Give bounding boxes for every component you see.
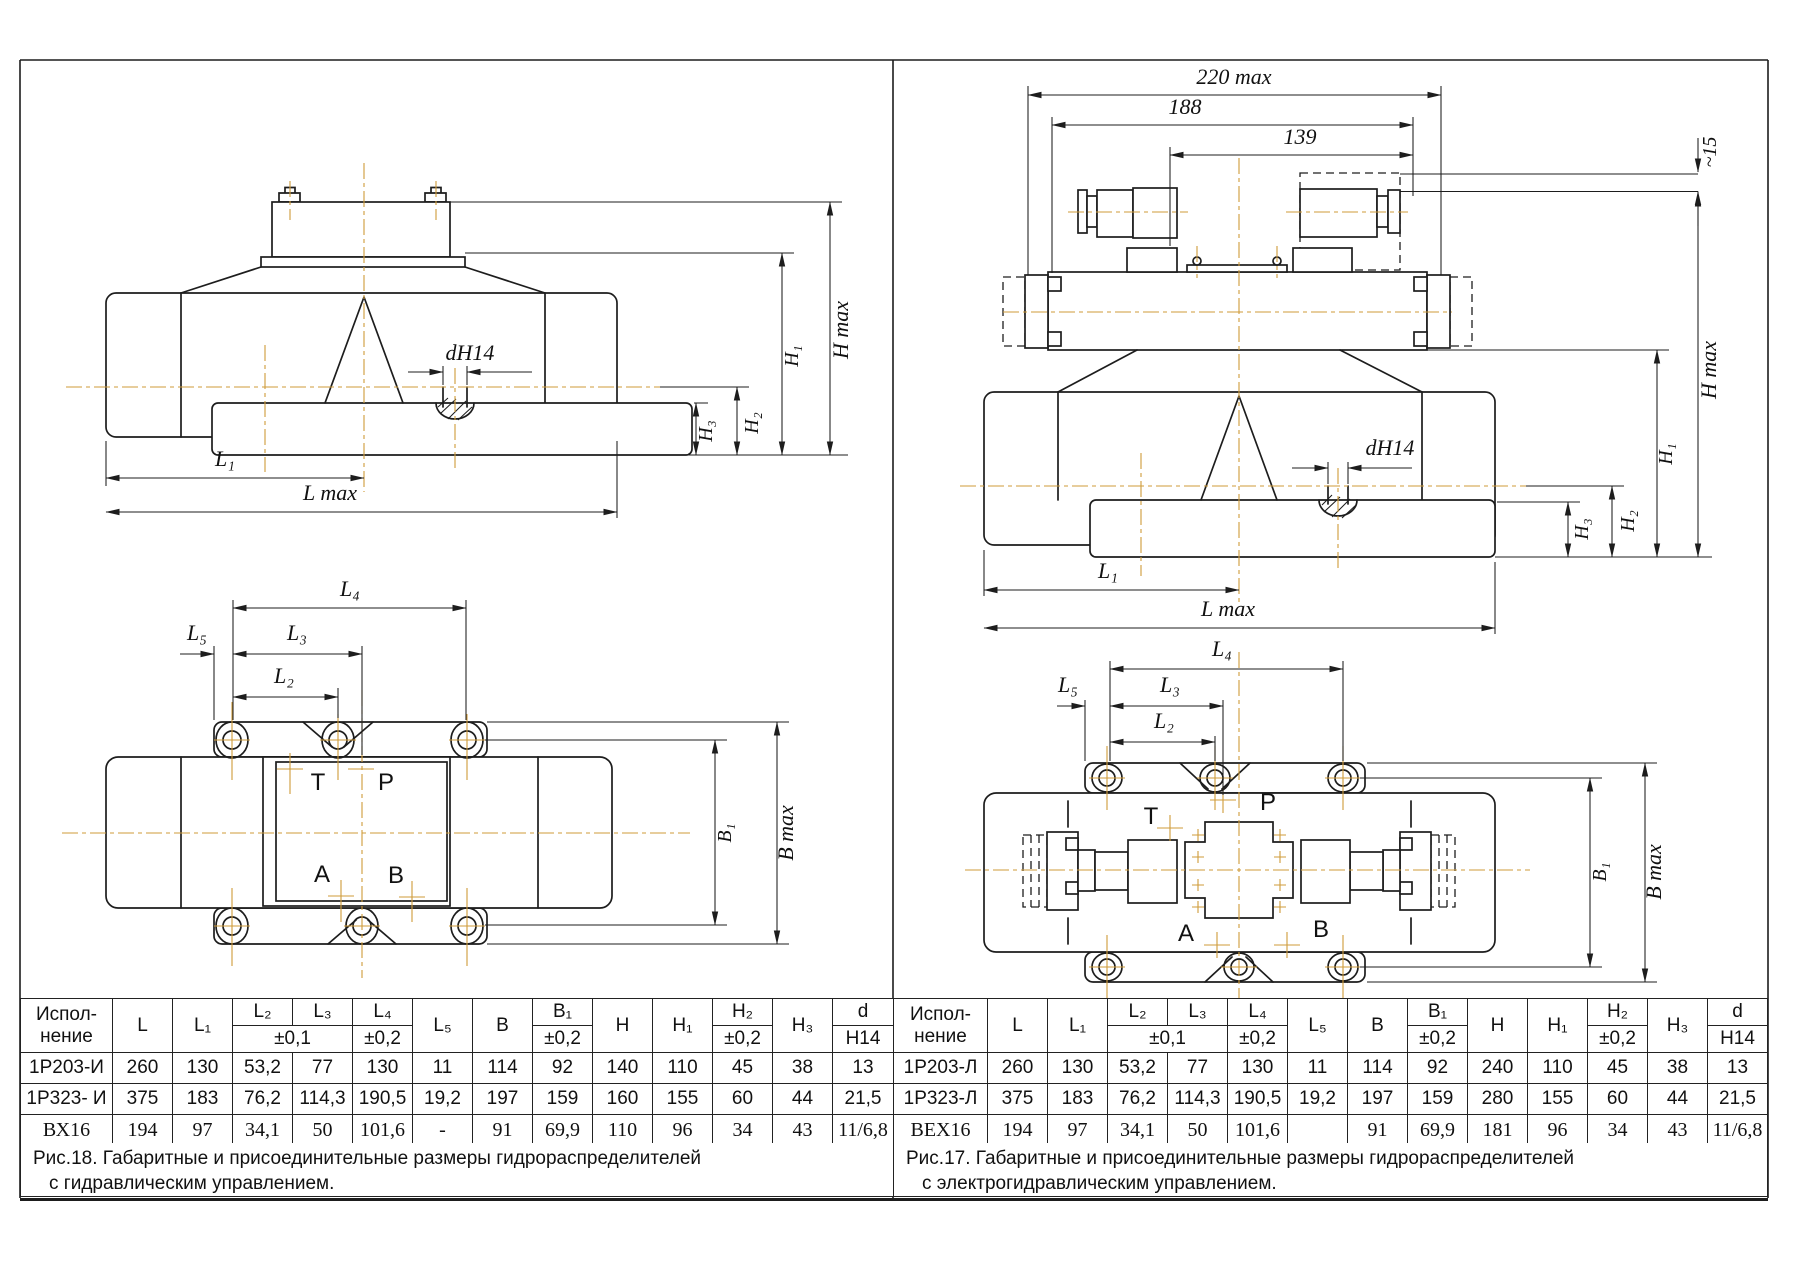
fig17-dim-l5: L₅ [1058, 672, 1078, 697]
hdr-l1: L₁ [1048, 999, 1108, 1053]
fig17-dim-188: 188 [1168, 94, 1202, 119]
hdr-h1: H₁ [1528, 999, 1588, 1053]
hdr-exec: Испол- нение [894, 999, 988, 1053]
fig17-port-p: P [1259, 789, 1277, 816]
fig18-port-p: P [377, 769, 395, 796]
hdr-tol-l4: ±0,2 [1228, 1026, 1288, 1053]
hdr-b: B [1348, 999, 1408, 1053]
table-row: 1Р203-И 260 130 53,2 77 130 11 114 92 140 110 45 38 13 [21, 1053, 894, 1084]
hdr-l2: L₂ [1108, 999, 1168, 1026]
table-row: 1Р323-Л 375 183 76,2 114,3 190,5 19,2 197 159 280 155 60 44 21,5 [894, 1084, 1768, 1115]
fig17-dimension-table [893, 998, 1768, 1146]
hdr-tol-h2: ±0,2 [713, 1026, 773, 1053]
hdr-tol-h2: ±0,2 [1588, 1026, 1648, 1053]
hdr-l2: L₂ [233, 999, 293, 1026]
fig17-dim-dh14: dH14 [1365, 435, 1415, 460]
hdr-h2: H₂ [713, 999, 773, 1026]
fig17-dim-bmax: B max [1641, 844, 1666, 900]
hdr-d: d [833, 999, 894, 1026]
fig17-dim-h2: H₂ [1617, 510, 1639, 532]
fig18-dimension-table [20, 998, 894, 1146]
fig18-dim-hmax: H max [828, 300, 853, 360]
hdr-h3: H₃ [773, 999, 833, 1053]
fig17-dim-220max: 220 max [1196, 64, 1272, 89]
hdr-b1: B₁ [533, 999, 593, 1026]
fig17-dim-139: 139 [1283, 124, 1317, 149]
hdr-tol-l2l3: ±0,1 [233, 1026, 353, 1053]
fig18-dim-l3: L₃ [287, 620, 307, 645]
fig18-caption [20, 1143, 894, 1197]
fig17-dim-l2: L₂ [1154, 708, 1174, 733]
table-row: ВЕХ16 194 97 34,1 50 101,6 91 69,9 181 96 34 43 11/6,8 [894, 1115, 1768, 1146]
hdr-h2: H₂ [1588, 999, 1648, 1026]
hdr-tol-b1: ±0,2 [1408, 1026, 1468, 1053]
hdr-l: L [113, 999, 173, 1053]
fig18-plan-view [62, 576, 798, 978]
hdr-h: H [1468, 999, 1528, 1053]
fig18-port-t: T [310, 769, 326, 796]
fig18-dim-lmax: L max [303, 480, 357, 505]
fig17-caption-line1: Рис.17. Габаритные и присоединительные размеры гидрораспределителей [906, 1148, 1575, 1169]
hdr-h1: H₁ [653, 999, 713, 1053]
table-row: 1Р203-Л 260 130 53,2 77 130 11 114 92 240 110 45 38 13 [894, 1053, 1768, 1084]
fig18-port-b: B [387, 862, 405, 889]
hdr-tol-b1: ±0,2 [533, 1026, 593, 1053]
fig18-dim-h2: H₂ [741, 412, 763, 434]
fig17-port-t: T [1143, 803, 1159, 830]
hdr-l1: L₁ [173, 999, 233, 1053]
fig17-port-b: B [1312, 916, 1330, 943]
hdr-l3: L₃ [293, 999, 353, 1026]
fig18-caption-line2: с гидравлическим управлением. [49, 1172, 335, 1194]
hdr-l3: L₃ [1168, 999, 1228, 1026]
hdr-tol-l4: ±0,2 [353, 1026, 413, 1053]
hdr-l4: L₄ [353, 999, 413, 1026]
hdr-b: B [473, 999, 533, 1053]
table-row: 1Р323- И 375 183 76,2 114,3 190,5 19,2 197 159 160 155 60 44 21,5 [21, 1084, 894, 1115]
fig17-dim-l4: L₄ [1212, 636, 1232, 661]
hdr-b1: B₁ [1408, 999, 1468, 1026]
fig18-dim-b1: B₁ [714, 823, 736, 843]
hdr-h14: H14 [833, 1026, 894, 1053]
hdr-l5: L₅ [1288, 999, 1348, 1053]
fig18-dim-l1: L₁ [215, 446, 235, 471]
fig17-dim-15: ~15 [1699, 136, 1721, 168]
fig17-port-a: A [1177, 920, 1195, 947]
hdr-l4: L₄ [1228, 999, 1288, 1026]
fig18-dim-l5: L₅ [187, 620, 207, 645]
fig17-dim-h1: H₁ [1655, 443, 1677, 465]
fig17-side-view [960, 64, 1721, 634]
hdr-h: H [593, 999, 653, 1053]
fig18-port-a: A [313, 861, 331, 888]
hdr-h3: H₃ [1648, 999, 1708, 1053]
fig17-plan-view [965, 636, 1666, 1002]
fig18-dim-dh14: dH14 [445, 340, 495, 365]
fig17-caption [893, 1143, 1768, 1197]
fig17-dim-h3: H₃ [1571, 518, 1593, 540]
table-row: ВХ16 194 97 34,1 50 101,6 - 91 69,9 110 96 34 43 11/6,8 [21, 1115, 894, 1146]
fig17-dim-hmax: H max [1696, 340, 1721, 400]
fig17-caption-line2: с электрогидравлическим управлением. [922, 1172, 1277, 1194]
fig17-dim-l1: L₁ [1098, 558, 1118, 583]
fig17-dim-lmax: L max [1201, 596, 1255, 621]
hdr-l: L [988, 999, 1048, 1053]
fig18-dim-l4: L₄ [340, 576, 360, 601]
hdr-tol-l2l3: ±0,1 [1108, 1026, 1228, 1053]
fig18-dim-h1: H₁ [781, 345, 803, 367]
fig17-dim-b1: B₁ [1589, 862, 1611, 882]
hdr-l5: L₅ [413, 999, 473, 1053]
fig17-dim-l3: L₃ [1160, 672, 1180, 697]
fig18-dim-bmax: B max [773, 805, 798, 861]
fig18-dim-l2: L₂ [274, 663, 294, 688]
hdr-exec: Испол- нение [21, 999, 113, 1053]
fig18-caption-line1: Рис.18. Габаритные и присоединительные размеры гидрораспределителей [33, 1148, 702, 1169]
fig18-side-view [66, 163, 853, 518]
hdr-h14: H14 [1708, 1026, 1768, 1053]
fig18-dim-h3: H₃ [695, 420, 717, 442]
hdr-d: d [1708, 999, 1768, 1026]
